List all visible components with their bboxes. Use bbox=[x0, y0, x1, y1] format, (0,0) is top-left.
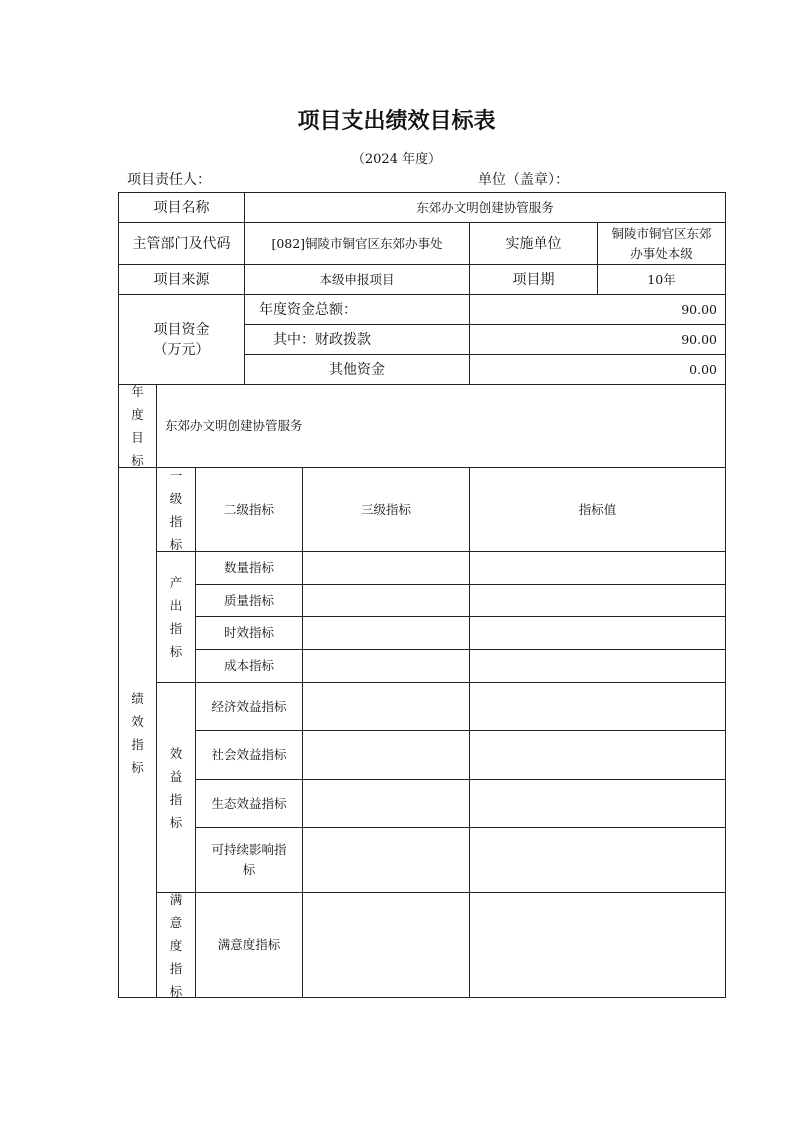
benefit-label-text: 效益指标 bbox=[169, 745, 183, 830]
indicator-cell bbox=[302, 649, 470, 683]
satisfaction-label bbox=[156, 892, 196, 998]
indicator-row-label: 经济效益指标 bbox=[195, 682, 303, 731]
total-value: 90.00 bbox=[469, 294, 726, 325]
source-value: 本级申报项目 bbox=[244, 264, 470, 295]
output-label-text: 产出指标 bbox=[169, 575, 183, 659]
fiscal-value: 90.00 bbox=[469, 324, 726, 355]
indicator-cell bbox=[469, 551, 726, 585]
dept-value: [082]铜陵市铜官区东郊办事处 bbox=[244, 222, 470, 265]
indicator-row-label: 成本指标 bbox=[195, 649, 303, 683]
project-name-label: 项目名称 bbox=[118, 192, 245, 223]
indicator-cell bbox=[302, 616, 470, 650]
unit-seal-label: 单位（盖章）： bbox=[478, 172, 569, 188]
indicator-row-label: 可持续影响指标 bbox=[195, 827, 303, 893]
indicator-cell bbox=[469, 779, 726, 828]
funds-label bbox=[118, 294, 245, 385]
perf-label bbox=[118, 467, 157, 998]
other-value: 0.00 bbox=[469, 354, 726, 385]
indicator-cell bbox=[302, 551, 470, 585]
indicator-cell bbox=[469, 584, 726, 617]
fiscal-label: 其中：财政拨款 bbox=[244, 324, 470, 355]
page-title: 项目支出绩效目标表 bbox=[297, 109, 496, 134]
satisfaction-label-text: 满意度指标 bbox=[169, 891, 183, 999]
fiscal-year: （2024 年度） bbox=[351, 152, 442, 167]
indicator-row-label: 满意度指标 bbox=[195, 892, 303, 998]
indicator-cell bbox=[469, 649, 726, 683]
funds-unit: （万元） bbox=[153, 341, 210, 358]
indicator-cell bbox=[469, 616, 726, 650]
impl-value: 铜陵市铜官区东郊办事处本级 bbox=[597, 222, 726, 265]
responsible-label: 项目责任人： bbox=[127, 172, 211, 188]
indicator-cell bbox=[469, 682, 726, 731]
output-label bbox=[156, 551, 196, 683]
indicator-cell bbox=[469, 730, 726, 780]
impl-label: 实施单位 bbox=[469, 222, 598, 265]
total-label: 年度资金总额： bbox=[244, 294, 470, 325]
indicator-row-label: 数量指标 bbox=[195, 551, 303, 585]
indicator-row-label: 质量指标 bbox=[195, 584, 303, 617]
source-label: 项目来源 bbox=[118, 264, 245, 295]
header-level1-text: 一级指标 bbox=[169, 467, 183, 552]
indicator-cell bbox=[469, 827, 726, 893]
indicator-cell bbox=[302, 892, 470, 998]
goal-label bbox=[118, 384, 157, 468]
indicator-row-label: 社会效益指标 bbox=[195, 730, 303, 780]
indicator-cell bbox=[302, 827, 470, 893]
benefit-label bbox=[156, 682, 196, 893]
indicator-cell bbox=[302, 584, 470, 617]
project-name: 东郊办文明创建协管服务 bbox=[244, 192, 726, 223]
goal-value: 东郊办文明创建协管服务 bbox=[156, 384, 726, 468]
indicator-row-label: 生态效益指标 bbox=[195, 779, 303, 828]
period-value: 10年 bbox=[597, 264, 726, 295]
indicator-row-label: 时效指标 bbox=[195, 616, 303, 650]
dept-label: 主管部门及代码 bbox=[118, 222, 245, 265]
header-value: 指标值 bbox=[469, 467, 726, 552]
indicator-cell bbox=[302, 779, 470, 828]
funds-label-text: 项目资金 bbox=[153, 321, 210, 338]
header-level1 bbox=[156, 467, 196, 552]
indicator-cell bbox=[302, 682, 470, 731]
header-level3: 三级指标 bbox=[302, 467, 470, 552]
period-label: 项目期 bbox=[469, 264, 598, 295]
header-level2: 二级指标 bbox=[195, 467, 303, 552]
indicator-cell bbox=[302, 730, 470, 780]
indicator-cell bbox=[469, 892, 726, 998]
perf-label-text: 绩效指标 bbox=[131, 690, 144, 775]
goal-label-text: 年度目标 bbox=[131, 384, 144, 468]
other-label: 其他资金 bbox=[244, 354, 470, 385]
